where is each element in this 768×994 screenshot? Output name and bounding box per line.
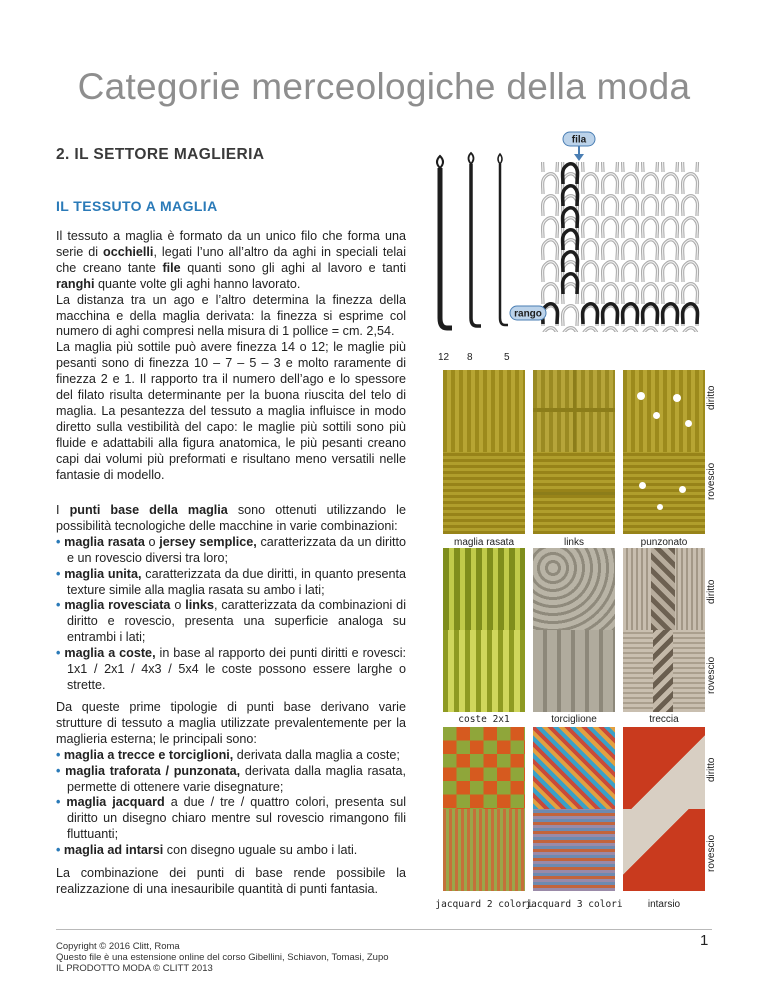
conclusion-paragraph: La combinazione dei punti di base rende possibile la realizzazione di una inesauribile quantità di punti fantasia. bbox=[56, 866, 406, 896]
swatch-links-diritto bbox=[533, 370, 615, 452]
pesantezza-paragraph: La maglia più sottile può avere finezza 14 o 12; le maglie più pesanti sono di finezza 10 – 7 – 5 – 3 e molto raramente di finezza 2 e 1. Il rapporto tra il numero dell’ago e lo spessore del filato risulta determinante per la buona riuscita del telo di maglia. La pesantezza del tessuto a maglia influisce in modo diretto sulla vestibilità del capo: le maglie più sottili sono più fluide e adattabili alla figura anatomica, le più pesanti creano capi dai volumi più preformati e risultano meno versatili nelle fantasie di modello. bbox=[56, 340, 406, 482]
swatch-punzonato-rovescio bbox=[623, 452, 705, 534]
page-number: 1 bbox=[700, 932, 709, 949]
caption-jacquard-2-colori: jacquard 2 colori bbox=[435, 899, 533, 910]
strutture-paragraph: Da queste prime tipologie di punti base derivano varie strutture di tessuto a maglia utilizzate prevalentemente per la maglieria esterna; le principali sono: • maglia a trecce e torciglioni, derivata dalla maglia a coste; • maglia traforata / punzonata, derivata dalla maglia rasata, permette di ottenere varie disegnature; • maglia jacquard a due / tre / quattro colori, presenta sul diritto un disegno chiaro mentre sul rovescio rimangono fili fluttuanti; • maglia ad intarsi con disegno uguale su ambo i lati. bbox=[56, 700, 407, 858]
sub-title: IL TESSUTO A MAGLIA bbox=[56, 198, 218, 214]
list-item: • maglia unita, caratterizzata da due diritti, in quanto presenta texture simile alla maglia rasata su ambo i lati; bbox=[56, 566, 407, 597]
swatch-maglia-rasata-diritto bbox=[443, 370, 525, 452]
row-label-rovescio: rovescio bbox=[706, 462, 717, 500]
needle-label-5: 5 bbox=[504, 352, 510, 363]
swatch-treccia-rovescio bbox=[623, 630, 705, 712]
caption-maglia-rasata: maglia rasata bbox=[453, 537, 515, 548]
swatch-links-rovescio bbox=[533, 452, 615, 534]
knitting-diagram bbox=[420, 128, 710, 368]
swatch-torciglione-diritto bbox=[533, 548, 615, 630]
rango-label bbox=[510, 306, 546, 320]
row-label-rovescio: rovescio bbox=[706, 834, 717, 872]
swatch-punzonato-diritto bbox=[623, 370, 705, 452]
swatch-coste-diritto bbox=[443, 548, 525, 630]
swatch-treccia-diritto bbox=[623, 548, 705, 630]
needle-label-12: 12 bbox=[438, 352, 450, 363]
list-item: • maglia traforata / punzonata, derivata dalla maglia rasata, permette di ottenere varie disegnature; bbox=[56, 763, 406, 794]
svg-text:rango: rango bbox=[514, 308, 542, 320]
list-item: • maglia jacquard a due / tre / quattro colori, presenta sul diritto un disegno chiaro mentre sul rovescio rimangono fili fluttuanti; bbox=[56, 795, 407, 842]
caption-coste-2x1: coste 2x1 bbox=[458, 714, 510, 725]
list-item: • maglia a trecce e torciglioni, derivata dalla maglia a coste; bbox=[56, 747, 400, 762]
swatch-torciglione-rovescio bbox=[533, 630, 615, 712]
fila-label bbox=[563, 132, 595, 161]
caption-jacquard-3-colori: jacquard 3 colori bbox=[525, 899, 623, 910]
swatch-coste-rovescio bbox=[443, 630, 525, 712]
list-item: • maglia rovesciata o links, caratterizzata da combinazioni di diritto e rovescio, presenta una superficie analoga su entrambi i lati; bbox=[56, 598, 406, 645]
needles bbox=[437, 153, 508, 328]
list-item: • maglia rasata o jersey semplice, caratterizzata da un diritto e un rovescio diversi tra loro; bbox=[56, 534, 406, 565]
extension-line: Questo file è una estensione online del corso Gibellini, Schiavon, Tomasi, Zupo bbox=[56, 952, 389, 963]
copyright-line: Copyright © 2016 Clitt, Roma bbox=[56, 941, 180, 952]
swatch-jacquard-2-diritto bbox=[443, 727, 525, 809]
caption-links: links bbox=[563, 537, 584, 548]
punti-base-paragraph: I punti base della maglia sono ottenuti utilizzando le possibilità tecnologiche delle macchine in varie combinazioni: • maglia rasata o jersey semplice, caratterizzata da un diritto e un rovescio diversi tra loro; • maglia unita, caratterizzata da due diritti, in quanto presenta texture simile alla maglia rasata su ambo i lati; • maglia rovesciata o links, caratterizzata da combinazioni di diritto e rovescio, presenta una superficie analoga su entrambi i lati; • maglia a coste, in base al rapporto dei punti diritti e rovesci: 1x1 / 2x1 / 4x3 / 5x4 le coste possono essere larghe o strette. bbox=[56, 503, 407, 692]
swatch-maglia-rasata-rovescio bbox=[443, 452, 525, 534]
book-line: IL PRODOTTO MODA © CLITT 2013 bbox=[56, 963, 213, 974]
caption-torciglione: torciglione bbox=[551, 714, 597, 725]
row-label-diritto: diritto bbox=[706, 757, 717, 782]
footer bbox=[56, 941, 389, 974]
section-title: 2. IL SETTORE MAGLIERIA bbox=[56, 146, 265, 163]
list-item: • maglia a coste, in base al rapporto dei punti diritti e rovesci: 1x1 / 2x1 / 4x3 / 5x4 le coste possono essere larghe o strette. bbox=[56, 646, 407, 692]
caption-intarsio: intarsio bbox=[647, 899, 681, 910]
footer-divider bbox=[56, 929, 712, 930]
svg-text:fila: fila bbox=[571, 134, 587, 146]
caption-punzonato: punzonato bbox=[640, 537, 688, 548]
page-title: Categorie merceologiche della moda bbox=[77, 66, 691, 107]
swatch-intarsio-diritto bbox=[623, 727, 705, 809]
needle-label-8: 8 bbox=[467, 352, 473, 363]
swatch-jacquard-2-rovescio bbox=[443, 809, 525, 891]
row-label-rovescio: rovescio bbox=[706, 656, 717, 694]
swatch-jacquard-3-rovescio bbox=[533, 809, 615, 891]
intro-paragraph: Il tessuto a maglia è formato da un unico filo che forma una serie di occhielli, legati l’uno all’altro da aghi in speciali telai che creano tante file quanti sono gli aghi al lavoro e tanti ranghi quante volte gli aghi hanno lavorato. La distanza tra un ago e l’altro determina la finezza della macchina e della maglia derivata: la finezza si esprime col numero di aghi compresi nella misura di 1 pollice = cm. 2,54. La maglia più sottile può avere finezza 14 o 12; le maglie più pesanti sono di finezza 10 – 7 – 5 – 3 e molto raramente di finezza 2 e 1. Il rapporto tra il numero dell’ago e lo spessore del filato risulta determinante per la buona riuscita del telo di maglia. La pesantezza del tessuto a maglia influisce in modo diretto sulla vestibilità del capo: le maglie più sottili sono più fluide e adattabili alla figura anatomica, le più pesanti creano capi dai volumi più preformati e risultano meno versatili nelle fantasie di modello. bbox=[56, 229, 406, 482]
finezza-paragraph: La distanza tra un ago e l’altro determina la finezza della macchina e della maglia derivata: la finezza si esprime col numero di aghi compresi nella misura di 1 pollice = cm. 2,54. bbox=[56, 292, 406, 339]
row-label-diritto: diritto bbox=[706, 385, 717, 410]
row-label-diritto: diritto bbox=[706, 579, 717, 604]
list-item: • maglia ad intarsi con disegno uguale su ambo i lati. bbox=[56, 843, 358, 858]
caption-treccia: treccia bbox=[649, 714, 679, 725]
swatch-intarsio-rovescio bbox=[623, 809, 705, 891]
swatch-jacquard-3-diritto bbox=[533, 727, 615, 809]
